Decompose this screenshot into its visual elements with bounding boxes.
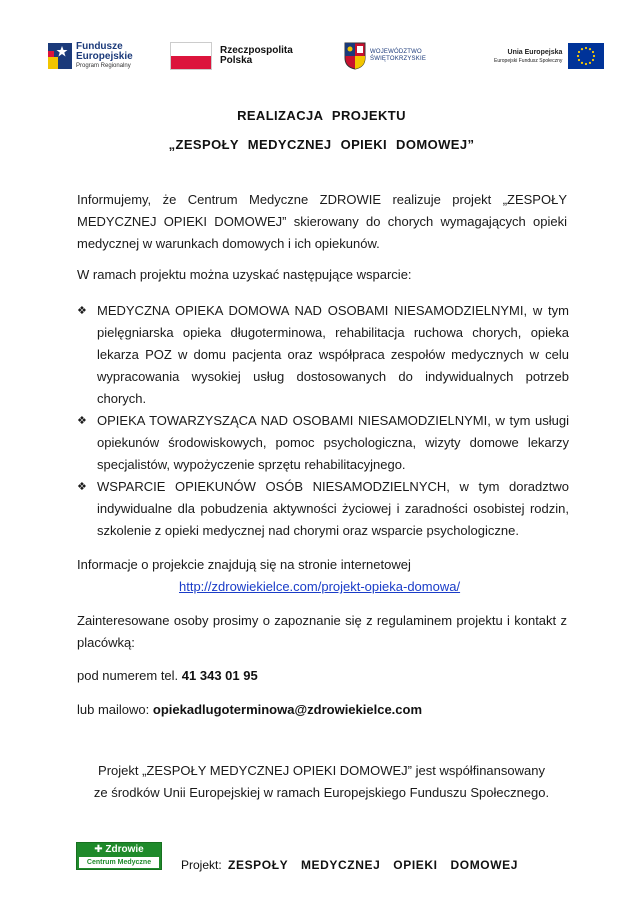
cofinancing-line-2: ze środków Unii Europejskiej w ramach Europejskiego Funduszu Społecznego. [93,785,550,800]
leaf-icon: ✚ [94,844,106,855]
info-paragraph: Informacje o projekcie znajdują się na stronie internetowej [77,557,411,572]
polish-flag-icon [170,42,212,70]
fe-line2: Europejskie [76,50,133,62]
pl-line1: Rzeczpospolita [220,45,293,56]
title-line-1: REALIZACJA PROJEKTU [237,108,406,123]
list-item-text: WSPARCIE OPIEKUNÓW OSÓB NIESAMODZIELNYCH, w tym doradztwo indywidualne dla pobudzenia aktywności życiowej i zaradności osobistej rodzin, szkolenie z opieki medycznej nad chorymi oraz wsparcie psychologiczne. [97,479,569,538]
diamond-bullet-icon: ❖ [77,305,87,317]
fe-sub: Program Regionalny [76,62,131,69]
list-item [77,410,569,476]
coat-of-arms-icon [344,42,366,70]
unia-europejska-logo [494,38,604,74]
email-address[interactable]: opiekadlugoterminowa@zdrowiekielce.com [152,702,423,717]
eu-flag-icon [568,43,604,69]
ue-sub: Europejski Fundusz Społeczny [494,57,563,64]
project-website-link[interactable]: http://zdrowiekielce.com/projekt-opieka-domowa/ [179,579,461,594]
email-line [77,699,567,721]
list-item-text: MEDYCZNA OPIEKA DOMOWA NAD OSOBAMI NIESAMODZIELNYMI, w tym pielęgniarska opieka długoterminowa, rehabilitacja ruchowa chorych, opieka lekarza POZ w domu pacjenta oraz współpraca zespołów medycznych w celu wypracowania wysokiej usług dostosowanych do indywidualnych potrzeb chorych. [97,303,569,406]
diamond-bullet-icon: ❖ [77,481,87,493]
swietokrzyskie-logo [344,38,426,74]
phone-number[interactable]: 41 343 01 95 [181,668,258,683]
zdrowie-logo-line2: Centrum Medyczne [79,857,159,868]
cofinancing-line-1: Projekt „ZESPOŁY MEDYCZNEJ OPIEKI DOMOWEJ” jest współfinansowany [98,763,545,778]
support-intro: W ramach projektu można uzyskać następujące wsparcie: [77,267,412,282]
footer-label: Projekt: [181,858,222,872]
ws-line1: WOJEWÓDZTWO [370,49,422,55]
phone-label: pod numerem tel. [77,668,179,683]
contact-paragraph: Zainteresowane osoby prosimy o zapoznanie się z regulaminem projektu i kontakt z placówką: [77,613,567,650]
fundusze-europejskie-logo [48,38,133,74]
rzeczpospolita-logo [170,38,293,74]
fe-star-icon [48,43,72,69]
ue-line1: Unia Europejska [507,48,563,56]
list-item [77,476,569,542]
fe-line1: Fundusze [76,40,123,52]
ws-line2: ŚWIĘTOKRZYSKIE [370,56,427,62]
footer-project [181,858,518,872]
list-item-text: OPIEKA TOWARZYSZĄCA NAD OSOBAMI NIESAMODZIELNYMI, w tym usługi opiekunów środowiskowych, pomoc psychologiczna, wizyty domowe lekarzy specjalistów, wypożyczenie sprzętu rehabilitacyjnego. [97,413,569,472]
support-list [77,300,569,542]
list-item [77,300,569,410]
phone-line [77,665,567,687]
email-label: lub mailowo: [77,702,150,717]
zdrowie-logo-line1: Zdrowie [105,844,144,855]
title-line-2: „ZESPOŁY MEDYCZNEJ OPIEKI DOMOWEJ” [168,137,475,152]
pl-line2: Polska [220,55,253,66]
intro-paragraph: Informujemy, że Centrum Medyczne ZDROWIE realizuje projekt „ZESPOŁY MEDYCZNEJ OPIEKI DOMOWEJ” skierowany do chorych wymagających opieki medycznej w warunkach domowych i ich opiekunów. [77,192,567,251]
footer-project-name: ZESPOŁY MEDYCZNEJ OPIEKI DOMOWEJ [228,858,519,872]
zdrowie-logo [76,842,162,870]
diamond-bullet-icon: ❖ [77,415,87,427]
logo-bar [48,38,608,74]
